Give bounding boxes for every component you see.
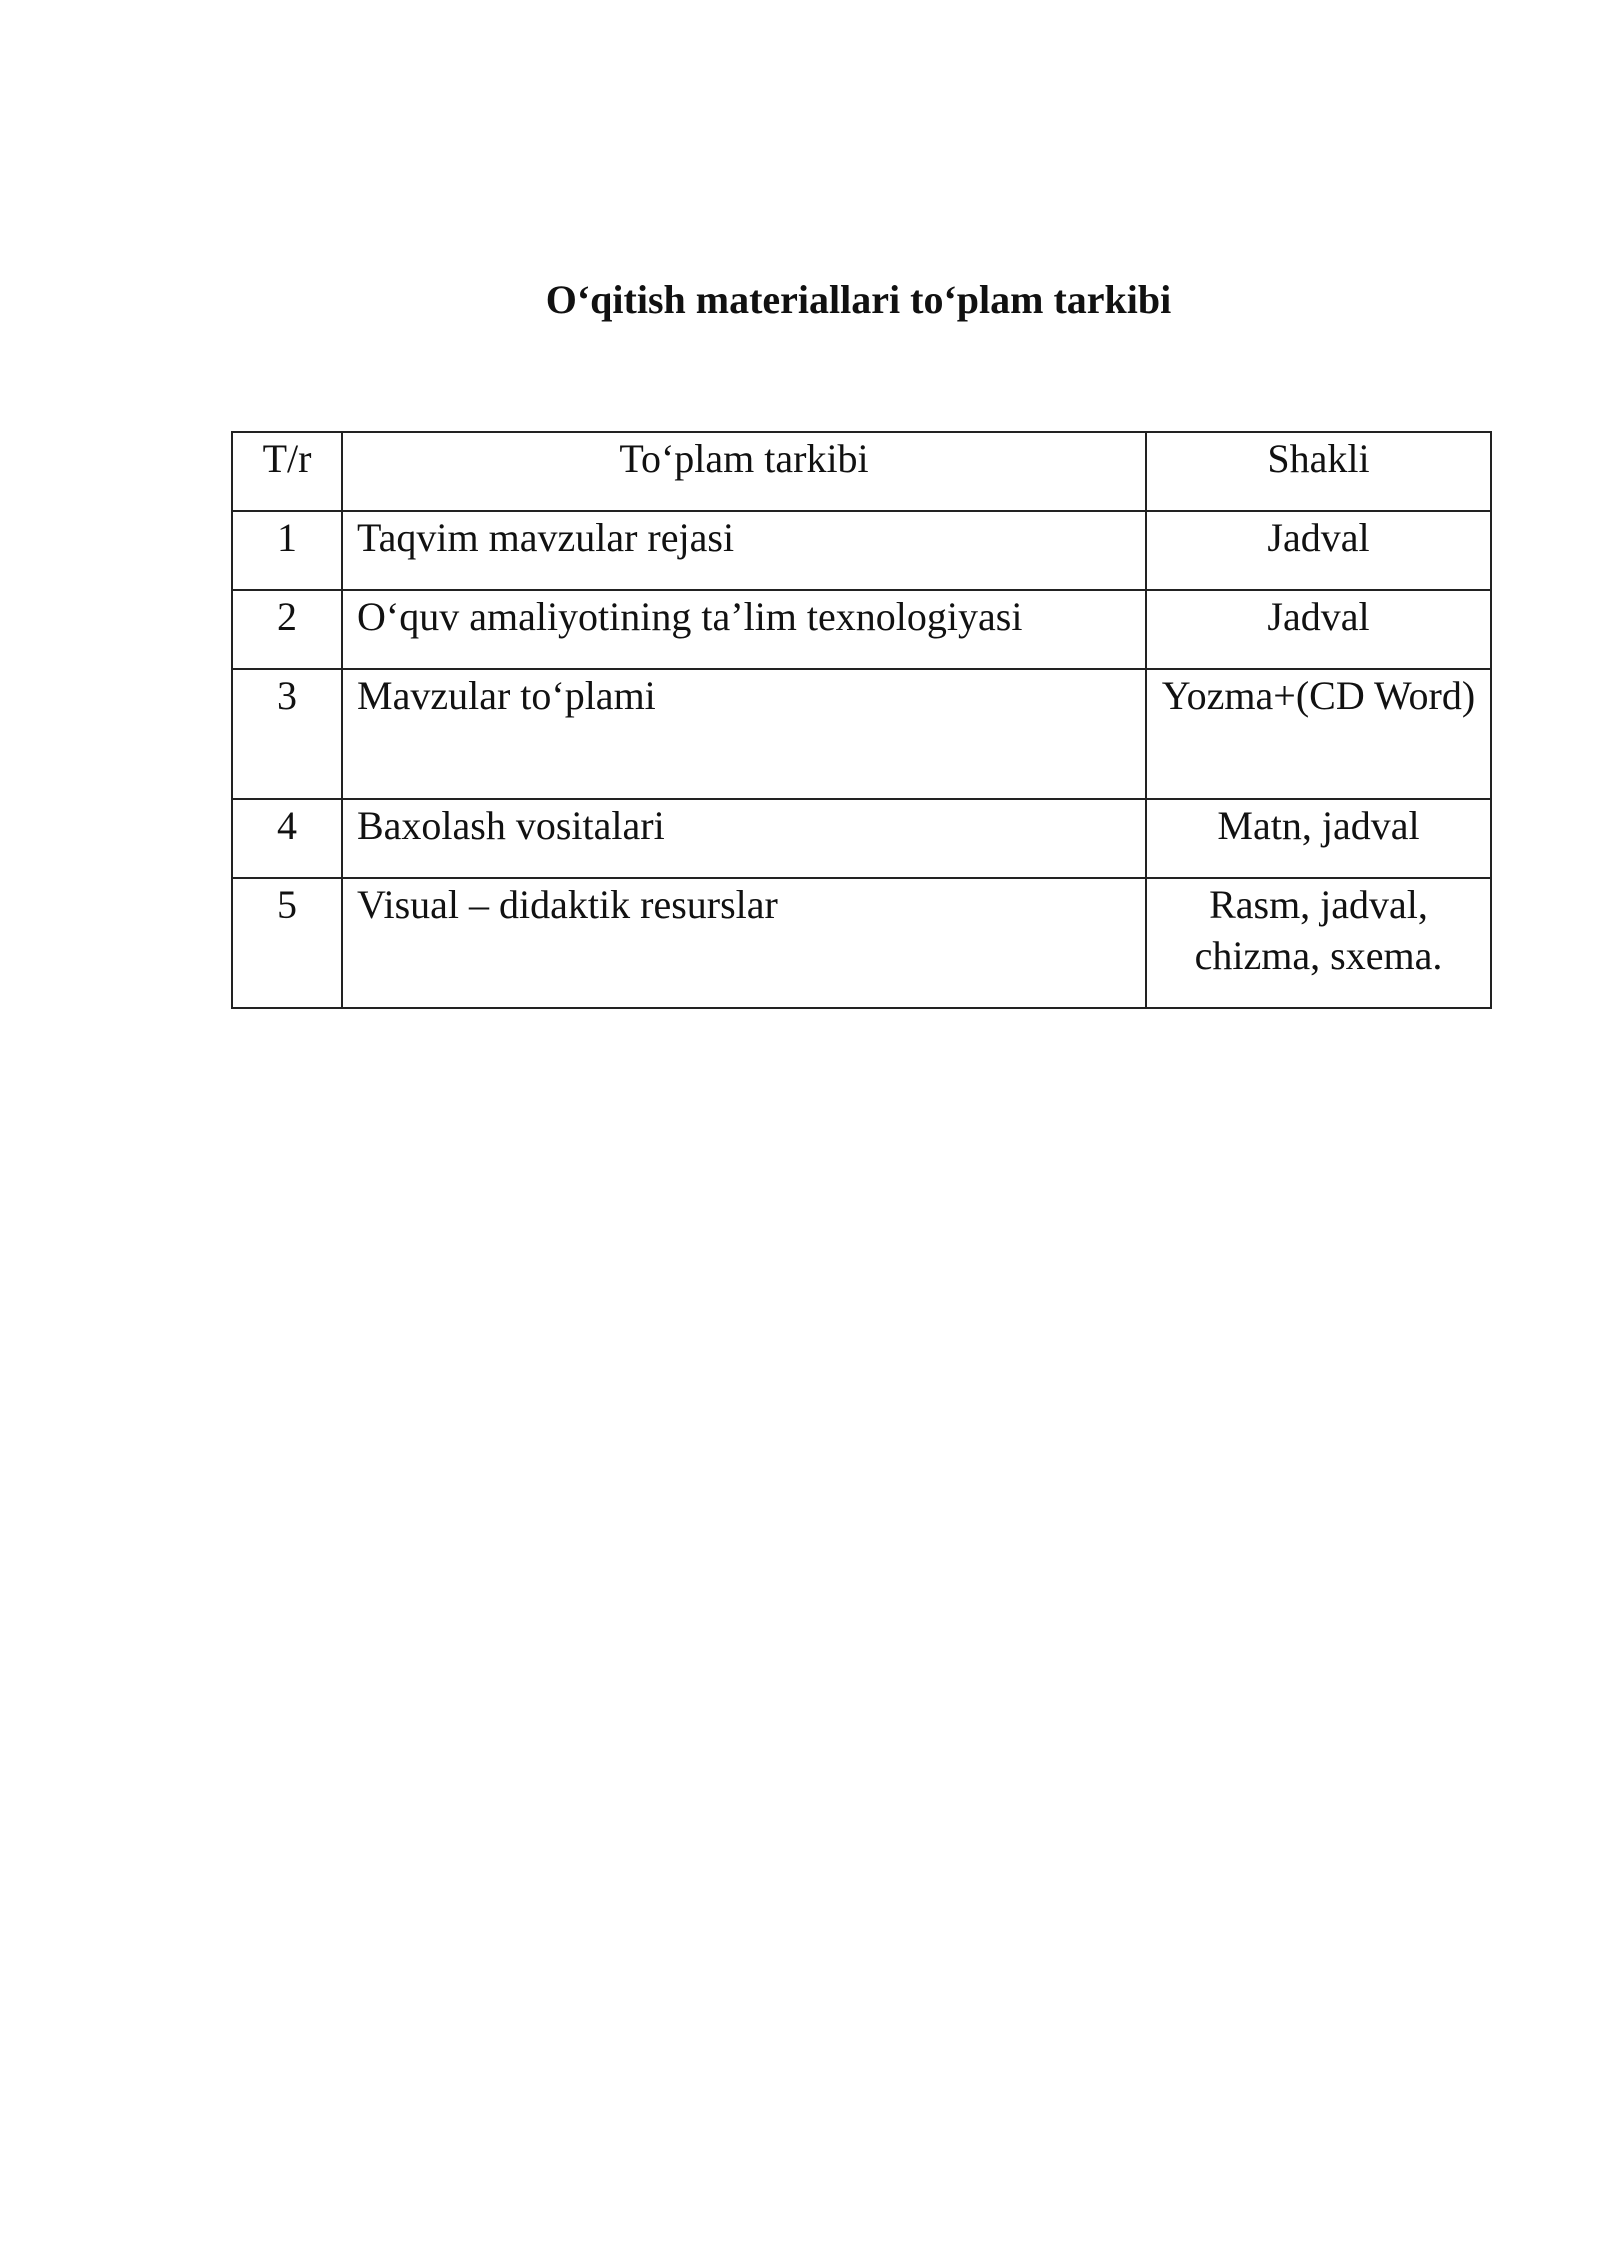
row-form: Matn, jadval: [1146, 799, 1491, 878]
row-content: O‘quv amaliyotining ta’lim texnologiyasi: [342, 590, 1146, 669]
table-row: [232, 669, 1491, 799]
row-content: Taqvim mavzular rejasi: [342, 511, 1146, 590]
page-title: O‘qitish materiallari to‘plam tarkibi: [545, 277, 1172, 322]
table-header-row: [232, 432, 1491, 511]
table-row: [232, 799, 1491, 878]
row-number: 1: [232, 511, 342, 590]
row-form: Jadval: [1146, 511, 1491, 590]
row-content: Visual – didaktik resurslar: [342, 878, 1146, 1008]
header-content: To‘plam tarkibi: [342, 432, 1146, 511]
row-number: 5: [232, 878, 342, 1008]
row-form: Jadval: [1146, 590, 1491, 669]
table-row: [232, 511, 1491, 590]
table-row: [232, 590, 1491, 669]
row-content: Baxolash vositalari: [342, 799, 1146, 878]
row-form: Yozma+(CD Word): [1146, 669, 1491, 799]
row-number: 4: [232, 799, 342, 878]
header-form: Shakli: [1146, 432, 1491, 511]
table-row: [232, 878, 1491, 1008]
materials-table: [231, 431, 1492, 1009]
header-number: T/r: [232, 432, 342, 511]
row-form: Rasm, jadval, chizma, sxema.: [1146, 878, 1491, 1008]
row-number: 2: [232, 590, 342, 669]
row-content: Mavzular to‘plami: [342, 669, 1146, 799]
row-number: 3: [232, 669, 342, 799]
